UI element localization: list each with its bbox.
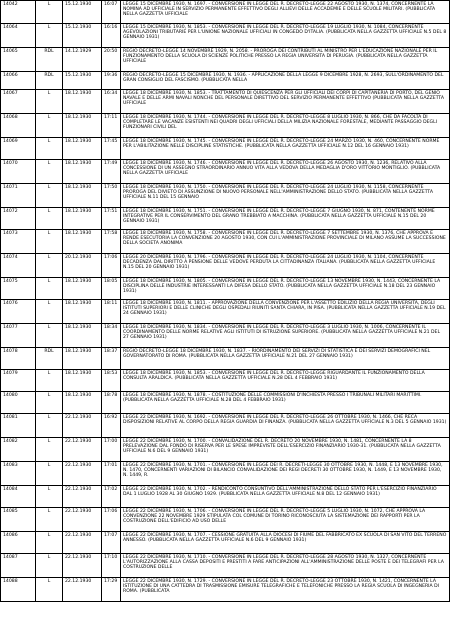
record-id: 14080 (1, 392, 36, 414)
record-id: 14087 (1, 554, 36, 578)
record-id: 14076 (1, 300, 36, 324)
act-date: 22.12.1930 (63, 486, 102, 508)
act-time: 17:00 (102, 438, 121, 462)
act-type: L (36, 254, 63, 278)
record-id: 14077 (1, 324, 36, 348)
act-time: 17:06 (102, 508, 121, 532)
act-type: L (36, 554, 63, 578)
table-row (1, 184, 450, 208)
record-id: 14071 (1, 184, 36, 208)
table-body (1, 1, 450, 602)
act-time: 17:06 (102, 254, 121, 278)
act-date: 18.12.1930 (63, 324, 102, 348)
act-time: 16:07 (102, 1, 121, 24)
record-id: 14072 (1, 208, 36, 230)
act-date: 22.12.1930 (63, 414, 102, 438)
record-id: 14085 (1, 508, 36, 532)
act-description: LEGGE 18 DICEMBRE 1930, N. 1878. - COSTITUZIONE DELLE COMMISSIONI D'INCHIESTA PRESSO I TRIBUNALI MILITARI MARITTIMI. (PUBBLICATA NELLA GAZZETTA UFFICIALE N.28 DEL 4 FEBBRAIO 1931) (121, 392, 450, 414)
record-id: 14073 (1, 230, 36, 254)
record-id: 14067 (1, 90, 36, 114)
act-date: 22.12.1930 (63, 508, 102, 532)
act-date: 20.12.1930 (63, 254, 102, 278)
act-description: LEGGE 22 DICEMBRE 1930, N. 1710. - CONVERSIONE IN LEGGE DEL R. DECRETO-LEGGE 28 AGOSTO 1930, N. 1327, CONCERNENTE L'AUTORIZZAZIONE ALLA CASSA DEPOSITI E PRESTITI A FARE ANTICIPAZIONI ALL'AMMINISTRAZIONE DELLE POSTE E DEI TELEGRAFI PER LA COSTRUZIONE DELLE (121, 554, 450, 578)
table-row (1, 24, 450, 48)
act-type: L (36, 90, 63, 114)
act-time: 17:45 (102, 138, 121, 160)
act-date: 18.12.1930 (63, 114, 102, 138)
act-time: 16:34 (102, 90, 121, 114)
act-date: 22.12.1930 (63, 462, 102, 486)
act-time: 18:34 (102, 324, 121, 348)
act-description: LEGGE 22 DICEMBRE 1930, N. 1700. - CONVALIDAZIONE DEL R. DECRETO 20 NOVEMBRE 1930, N. 1481, CONCERNENTE LA 8 PRELEVAZIONE DAL FONDO DI RISERVA PER LE SPESE IMPREVISTE DELL'ESERCIZIO FINANZIARIO 1930-31. (PUBBLICATA NELLA GAZZETTA UFFICIALE N.6 DEL 9 GENNAIO 1931) (121, 438, 450, 462)
act-time: 18:11 (102, 300, 121, 324)
table-row (1, 392, 450, 414)
record-id: 14070 (1, 160, 36, 184)
table-row (1, 114, 450, 138)
table-row (1, 254, 450, 278)
act-time: 17:02 (102, 486, 121, 508)
act-date: 22.12.1930 (63, 554, 102, 578)
act-time: 18:37 (102, 348, 121, 370)
act-time: 17:07 (102, 532, 121, 554)
act-description: LEGGE 22 DICEMBRE 1930, N. 1692. - CONVERSIONE IN LEGGE DEL R. DECRETO-LEGGE 26 OTTOBRE 1930, N. 1466, CHE RECA DISPOSIZIONI RELATIVE AL CORPO DELLA REGIA GUARDIA DI FINANZA. (PUBBLICATA NELLA GAZZETTA UFFICIALE N.3 DEL 5 GENNAIO 1931) (121, 414, 450, 438)
act-description: LEGGE 18 DICEMBRE 1930, N. 1805. - CONVERSIONE IN LEGGE DEL R. DECRETO-LEGGE 13 NOVEMBRE 1930, N. 1443, CONCERNENTE LA DISCIPLINA DELLE INDUSTRIE INTERESSANTI LA DIFESA DELLO STATO. (PUBBLICATA NELLA GAZZETTA UFFICIALE N.18 DEL 23 GENNAIO 1931) (121, 278, 450, 300)
act-description: LEGGE 22 DICEMBRE 1930, N. 1707. - CESSIONE GRATUITA ALLA DIOCESI DI FIUME DEL FABBRICATO EX SCUOLA DI SAN VITO DEL TERRENO ANNESSO. (PUBBLICATA NELLA GAZZETTA UFFICIALE N.6 DEL 9 GENNAIO 1931) (121, 532, 450, 554)
act-description: LEGGE 22 DICEMBRE 1930, N. 1706. - CONVERSIONE IN LEGGE DEL R. DECRETO-LEGGE 5 LUGLIO 1930, N. 1072, CHE APPROVA LA CONVENZIONE 22 NOVEMBRE 1929 STIPULATA COL COMUNE DI TORINO RICONOSCIUTA LA SISTEMAZIONE DEI RAPPORTI PER LA COSTRUZIONE DELL'EDIFICIO AD USO DELLE (121, 508, 450, 532)
record-id: 14074 (1, 254, 36, 278)
act-date: 18.12.1930 (63, 138, 102, 160)
table-row (1, 160, 450, 184)
act-time: 17:58 (102, 230, 121, 254)
act-date: 18.12.1930 (63, 208, 102, 230)
act-date: 22.12.1930 (63, 578, 102, 602)
act-type: L (36, 184, 63, 208)
table-row (1, 414, 450, 438)
record-id: 14066 (1, 72, 36, 90)
act-type: L (36, 160, 63, 184)
act-type: L (36, 414, 63, 438)
act-type: L (36, 114, 63, 138)
act-date: 18.12.1930 (63, 230, 102, 254)
table-row (1, 138, 450, 160)
act-time: 17:10 (102, 554, 121, 578)
table-row (1, 370, 450, 392)
act-type: L (36, 438, 63, 462)
act-time: 17:11 (102, 114, 121, 138)
act-type: L (36, 392, 63, 414)
act-description: LEGGE 18 DICEMBRE 1930, N. 1758. - CONVERSIONE IN LEGGE DEL R. DECRETO-LEGGE 7 SETTEMBRE 1930, N. 1376, CHE APPROVA E RENDE ESECUTORIA LA CONVENZIONE 20 AGOSTO 1930, CON CUI L'AMMINISTRAZIONE PROVINCIALE DI MILANO ASSUME LA SUCCESSIONE DELLA SOCIETA ANONIMA (121, 230, 450, 254)
table-row (1, 230, 450, 254)
act-type: L (36, 578, 63, 602)
record-id: 14084 (1, 486, 36, 508)
record-id: 14068 (1, 114, 36, 138)
record-id: 14078 (1, 348, 36, 370)
act-description: LEGGE 18 DICEMBRE 1930, N. 1746. - CONVERSIONE IN LEGGE DEL R. DECRETO-LEGGE 26 AGOSTO 1930, N. 1236, RELATIVO ALLA CONCESSIONE DI UN ASSEGNO STRAORDINARIO ANNUO VITA ALLA VEDOVA DELLA MEDAGLIA D'ORO VITTORIO MONTIGLIO. (PUBBLICATA NELLA GAZZETTA UFFICIALE (121, 160, 450, 184)
act-date: 18.12.1930 (63, 184, 102, 208)
act-description: REGIO DECRETO-LEGGE 18 DICEMBRE 1930, N. 1837. - RIORDINAMENTO DEI SERVIZI DI STATISTICA E DEI SERVIZI DEMOGRAFICI NEL GOVERNATORATO DI ROMA. (PUBBLICATA NELLA GAZZETTA UFFICIALE N.21 DEL 27 GENNAIO 1931) (121, 348, 450, 370)
act-description: LEGGE 15 DICEMBRE 1930, N. 1697. - CONVERSIONE IN LEGGE DEL R. DECRETO-LEGGE 22 AGOSTO 1930, N. 1374, CONCERNENTE LA NOMINA AD UFFICIALE IN SERVIZIO PERMANENTE EFFETTIVO DEGLI ALLIEVI DELLE ACCADEMIE E DELLE SCUOLE MILITARI. (PUBBLICATA NELLA GAZZETTA UFFICIALE (121, 1, 450, 24)
act-type: L (36, 508, 63, 532)
act-description: LEGGE 15 DICEMBRE 1930, N. 1853. - CONVERSIONE IN LEGGE DEL R. DECRETO-LEGGE 19 LUGLIO 1930, N. 1084, CONCERNENTE AGEVOLAZIONI TRIBUTARIE PER L'UNIONE NAZIONALE UFFICIALI IN CONGEDO D'ITALIA. (PUBBLICATA NELLA GAZZETTA UFFICIALE N.5 DEL 8 GENNAIO 1931) (121, 24, 450, 48)
act-type: L (36, 208, 63, 230)
act-type: L (36, 1, 63, 24)
act-date: 18.12.1930 (63, 348, 102, 370)
act-type: RDL (36, 348, 63, 370)
act-date: 15.12.1930 (63, 1, 102, 24)
table-row (1, 48, 450, 72)
act-type: L (36, 300, 63, 324)
act-description: LEGGE 22 DICEMBRE 1930, N. 1702. - RENDICONTO CONSUNTIVO DELL'AMMINISTRAZIONE DELLO STATO PER L'ESERCIZIO FINANZIARIO DAL 1 LUGLIO 1928 AL 30 GIUGNO 1929. (PUBBLICATA NELLA GAZZETTA UFFICIALE N.8 DEL 12 GENNAIO 1931) (121, 486, 450, 508)
table-row (1, 1, 450, 24)
act-time: 17:29 (102, 578, 121, 602)
act-type: RDL (36, 72, 63, 90)
table-row (1, 324, 450, 348)
table-row (1, 508, 450, 532)
table-row (1, 554, 450, 578)
record-id: 14075 (1, 278, 36, 300)
record-id: 14065 (1, 48, 36, 72)
act-description: LEGGE 18 DICEMBRE 1930, N. 1811. - APPROVAZIONE DELLA CONVENZIONE PER L'ASSETTO EDILIZIO DELLA REGIA UNIVERSITA, DEGLI ISTITUTI SUPERIORI E DELLE CLINICHE DEGLI OSPEDALI RIUNITI SANTA CHIARA, IN PISA. (PUBBLICATA NELLA GAZZETTA UFFICIALE N.19 DEL 24 GENNAIO 1931) (121, 300, 450, 324)
table-row (1, 208, 450, 230)
act-time: 17:50 (102, 184, 121, 208)
act-time: 16:92 (102, 414, 121, 438)
table-row (1, 348, 450, 370)
act-type: L (36, 486, 63, 508)
act-type: L (36, 324, 63, 348)
record-id: 14082 (1, 438, 36, 462)
act-type: L (36, 532, 63, 554)
act-type: L (36, 24, 63, 48)
act-description: LEGGE 18 DICEMBRE 1930, N. 1751. - CONVERSIONE IN LEGGE DEL R. DECRETO-LEGGE 7 GIUGNO 1930, N. 871, CONTENENTE NORME INTEGRATIVE PER IL CONSERVIMENTO DEL GRANO TREBBIATO A MACCHINA. (PUBBLICATA NELLA GAZZETTA UFFICIALE N.15 DEL 20 GENNAIO 1931) (121, 208, 450, 230)
act-date: 18.12.1930 (63, 370, 102, 392)
act-description: LEGGE 22 DICEMBRE 1930, N. 1729. - CONVERSIONE IN LEGGE DEL R. DECRETO-LEGGE 23 OTTOBRE 1930, N. 1421, CONCERNENTE LA ISTITUZIONE DI UNA CATTEDRA DI TRASMISSIONE EMISURE TELEGRAFICHE E TELEFONICHE PRESSO LA REGIA SCUOLA DI INGEGNERIA DI ROMA. (PUBBLICATA (121, 578, 450, 602)
act-description: LEGGE 20 DICEMBRE 1930, N. 1796. - CONVERSIONE IN LEGGE DEL R. DECRETO-LEGGE 24 LUGLIO 1930, N. 1104, CONCERNENTE DECADENZA DAL DIRITTO A PENSIONE DELLE VEDOVE PERDUTA LA CITTADINANZA ITALIANA. (PUBBLICATA NELLA GAZZETTA UFFICIALE N.15 DEL 20 GENNAIO 1931) (121, 254, 450, 278)
record-id: 14081 (1, 414, 36, 438)
act-description: REGIO DECRETO-LEGGE 14 NOVEMBRE 1929, N. 2058. - PROROGA DEI CONTRIBUTI AL MINISTRO PER L'EDUCAZIONE NAZIONALE PER IL FUNZIONAMENTO DELLA SCUOLA DI SCIENZE POLITICHE PRESSO LA REGIA UNIVERSITA DI PERUGIA. (PUBBLICATA NELLA GAZZETTA UFFICIALE (121, 48, 450, 72)
act-description: LEGGE 18 DICEMBRE 1930, N. 1750. - CONVERSIONE IN LEGGE DEL R. DECRETO-LEGGE 24 LUGLIO 1930, N. 1158, CONCERNENTE PROROGA DEL DIVIETO DI ASSUNZIONE DI NUOVO PERSONALE NELL'AMMINISTRAZIONE DELLO STATO. (PUBBLICATA NELLA GAZZETTA UFFICIALE N.11 DEL 15 GENNAIO (121, 184, 450, 208)
act-date: 18.12.1930 (63, 160, 102, 184)
table-row (1, 486, 450, 508)
act-type: L (36, 370, 63, 392)
table-row (1, 90, 450, 114)
act-date: 22.12.1930 (63, 438, 102, 462)
act-type: RDL (36, 48, 63, 72)
act-date: 18.12.1930 (63, 278, 102, 300)
table-row (1, 462, 450, 486)
act-description: LEGGE 18 DICEMBRE 1930, N. 1745. - CONVERSIONE IN LEGGE DEL R. DECRETO-LEGGE 24 MARZO 1930, N. 460, CONCERNENTE NORME PER L'ABILITAZIONE NELLE DISCIPLINE STATISTICHE. (PUBBLICATA NELLA GAZZETTA UFFICIALE N.12 DEL 16 GENNAIO 1931) (121, 138, 450, 160)
act-date: 18.12.1930 (63, 300, 102, 324)
act-type: L (36, 278, 63, 300)
act-date: 14.12.1929 (63, 48, 102, 72)
act-date: 15.12.1930 (63, 24, 102, 48)
act-description: LEGGE 22 DICEMBRE 1930, N. 1701. - CONVERSIONE IN LEGGE DEI R. DECRETI-LEGGE 30 OTTOBRE 1930, N. 1448, E 13 NOVEMBRE 1930, N. 1470, CONCERNENTI VARIAZIONI DI BILANCIO CONVALIDAZIONE DEI REGI DECRETI 30 OTTOBRE 1930, N. 1449, E 13 NOVEMBRE 1930, N. 1449, R. (121, 462, 450, 486)
act-type: L (36, 230, 63, 254)
table-row (1, 300, 450, 324)
table-row (1, 438, 450, 462)
act-date: 18.12.1930 (63, 90, 102, 114)
act-description: LEGGE 18 DICEMBRE 1930, N. 1853. - CONVERSIONE IN LEGGE DEL R. DECRETO-LEGGE RIGUARDANTE IL FUNZIONAMENTO DELLA CONSULTA ARALDICA. (PUBBLICATA NELLA GAZZETTA UFFICIALE N.28 DEL 4 FEBBRAIO 1931) (121, 370, 450, 392)
act-time: 20:50 (102, 48, 121, 72)
act-description: LEGGE 18 DICEMBRE 1930, N. 1744. - CONVERSIONE IN LEGGE DEL R. DECRETO-LEGGE 8 LUGLIO 1930, N. 866, CHE DA FACOLTA DI COMPLETARE LE VACANZE ESISTENTI NEI QUADRI DEGLI UFFICIALI DELLA MILIZIA NAZIONALE FORESTALE, MEDIANTE PASSAGGIO DEGLI FUNZIONARI CIVILI DEL (121, 114, 450, 138)
act-type: L (36, 138, 63, 160)
record-id: 14069 (1, 138, 36, 160)
act-time: 17:49 (102, 160, 121, 184)
act-time: 18:78 (102, 392, 121, 414)
act-date: 15.12.1930 (63, 72, 102, 90)
act-time: 18:05 (102, 278, 121, 300)
table-row (1, 532, 450, 554)
act-time: 17:01 (102, 462, 121, 486)
table-row (1, 72, 450, 90)
act-description: LEGGE 18 DICEMBRE 1930, N. 1853. - TRATTAMENTO DI QUIESCENZA PER GLI UFFICIALI DEI CORPI DI CAPITANERIA DI PORTO, DEL GENIO NAVALE E DELLE ARMI NAVALI NONCHE DEL PERSONALE DIRETTIVO DEL SERVIZIO PERMANENTE EFFETTIVO (PUBBLICATA NELLA GAZZETTA UFFICIALE (121, 90, 450, 114)
act-date: 18.12.1930 (63, 392, 102, 414)
act-time: 19:36 (102, 72, 121, 90)
act-time: 16:16 (102, 24, 121, 48)
act-time: 17:51 (102, 208, 121, 230)
act-time: 18:53 (102, 370, 121, 392)
record-id: 14079 (1, 370, 36, 392)
record-id: 14042 (1, 1, 36, 24)
act-description: REGIO DECRETO-LEGGE 15 DICEMBRE 1930, N. 1936. - APPLICAZIONE DELLA LEGGE 9 DICEMBRE 1928, N. 2693, SULL'ORDINAMENTO DEL GRAN CONSIGLIO DEL FASCISMO. (PUBBLICATA NELLA (121, 72, 450, 90)
record-id: 14064 (1, 24, 36, 48)
record-id: 14088 (1, 578, 36, 602)
act-date: 22.12.1930 (63, 532, 102, 554)
act-type: L (36, 462, 63, 486)
record-id: 14086 (1, 532, 36, 554)
table-row (1, 578, 450, 602)
record-id: 14083 (1, 462, 36, 486)
act-description: LEGGE 18 DICEMBRE 1930, N. 1834. - CONVERSIONE IN LEGGE DEL R. DECRETO-LEGGE 3 LUGLIO 1930, N. 1006, CONCERNENTE IL COORDINAMENTO DELLE NORME RELATIVE AGLI ISTITUTI DI ISTRUZIONE SUPERIORE. (PUBBLICATA NELLA GAZZETTA UFFICIALE N.21 DEL 27 GENNAIO 1931) (121, 324, 450, 348)
table-row (1, 278, 450, 300)
